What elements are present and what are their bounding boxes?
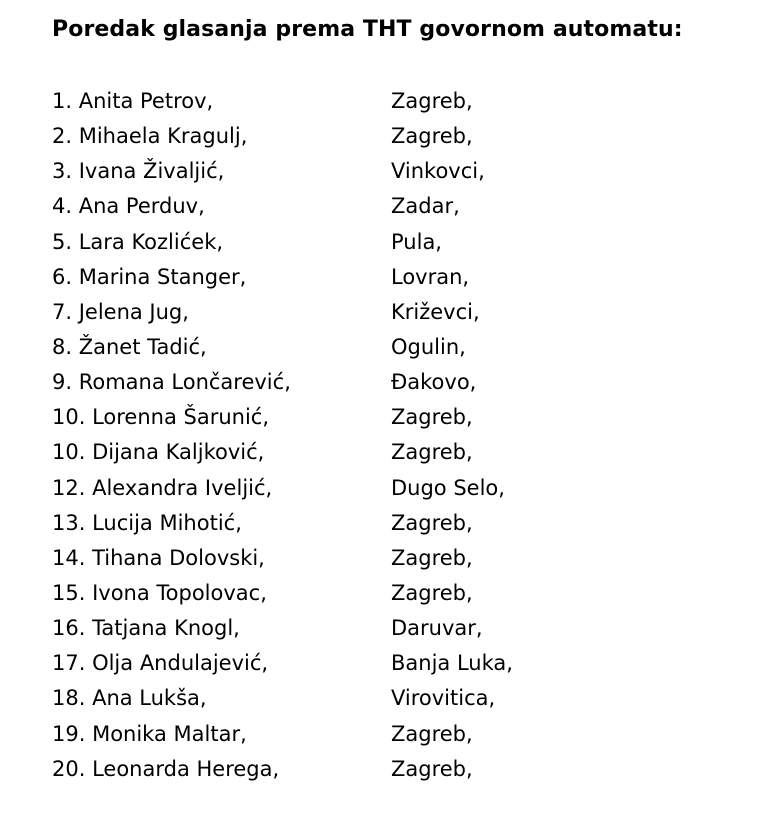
contestant-name: 9. Romana Lončarević, bbox=[52, 370, 291, 395]
list-item bbox=[52, 367, 752, 402]
contestant-name: 19. Monika Maltar, bbox=[52, 721, 247, 746]
contestant-city: Đakovo, bbox=[391, 370, 477, 395]
contestant-name: 20. Leonarda Herega, bbox=[52, 756, 280, 781]
list-item bbox=[52, 332, 752, 367]
list-item bbox=[52, 402, 752, 437]
contestant-city: Banja Luka, bbox=[391, 651, 513, 676]
contestant-city: Zagreb, bbox=[391, 721, 473, 746]
contestant-name: 8. Žanet Tadić, bbox=[52, 334, 207, 359]
list-item bbox=[52, 648, 752, 683]
list-item bbox=[52, 297, 752, 332]
contestant-city: Virovitica, bbox=[391, 686, 496, 711]
contestant-name: 6. Marina Stanger, bbox=[52, 264, 247, 289]
contestant-name: 5. Lara Kozlićek, bbox=[52, 229, 224, 254]
contestant-name: 13. Lucija Mihotić, bbox=[52, 510, 242, 535]
page-title: Poredak glasanja prema THT govornom automatu: bbox=[52, 17, 683, 42]
contestant-city: Zagreb, bbox=[391, 440, 473, 465]
contestant-city: Pula, bbox=[391, 229, 442, 254]
list-item bbox=[52, 191, 752, 226]
list-item bbox=[52, 754, 752, 789]
list-item bbox=[52, 473, 752, 508]
list-item bbox=[52, 613, 752, 648]
contestant-name: 7. Jelena Jug, bbox=[52, 299, 189, 324]
contestant-city: Zagreb, bbox=[391, 756, 473, 781]
contestant-city: Zadar, bbox=[391, 194, 460, 219]
list-item bbox=[52, 719, 752, 754]
contestant-name: 14. Tihana Dolovski, bbox=[52, 545, 265, 570]
contestant-city: Zagreb, bbox=[391, 580, 473, 605]
contestant-city: Zagreb, bbox=[391, 510, 473, 535]
contestant-name: 15. Ivona Topolovac, bbox=[52, 580, 267, 605]
ranking-list bbox=[52, 86, 752, 789]
contestant-city: Zagreb, bbox=[391, 545, 473, 570]
contestant-city: Zagreb, bbox=[391, 124, 473, 149]
contestant-city: Križevci, bbox=[391, 299, 480, 324]
contestant-name: 16. Tatjana Knogl, bbox=[52, 616, 240, 641]
contestant-city: Dugo Selo, bbox=[391, 475, 505, 500]
contestant-name: 12. Alexandra Iveljić, bbox=[52, 475, 273, 500]
contestant-name: 1. Anita Petrov, bbox=[52, 89, 214, 113]
list-item bbox=[52, 578, 752, 613]
contestant-city: Daruvar, bbox=[391, 616, 483, 641]
contestant-city: Zagreb, bbox=[391, 89, 473, 113]
list-item bbox=[52, 508, 752, 543]
contestant-city: Vinkovci, bbox=[391, 159, 485, 184]
contestant-city: Zagreb, bbox=[391, 405, 473, 430]
contestant-name: 17. Olja Andulajević, bbox=[52, 651, 269, 676]
contestant-name: 2. Mihaela Kragulj, bbox=[52, 124, 248, 149]
contestant-name: 3. Ivana Živaljić, bbox=[52, 159, 225, 184]
list-item bbox=[52, 683, 752, 718]
contestant-name: 10. Lorenna Šarunić, bbox=[52, 405, 270, 430]
list-item bbox=[52, 227, 752, 262]
contestant-city: Lovran, bbox=[391, 264, 470, 289]
list-item bbox=[52, 543, 752, 578]
contestant-name: 18. Ana Lukša, bbox=[52, 686, 207, 711]
list-item bbox=[52, 156, 752, 191]
list-item bbox=[52, 121, 752, 156]
list-item bbox=[52, 86, 752, 121]
contestant-city: Ogulin, bbox=[391, 334, 466, 359]
list-item bbox=[52, 437, 752, 472]
contestant-name: 4. Ana Perduv, bbox=[52, 194, 205, 219]
contestant-name: 10. Dijana Kaljković, bbox=[52, 440, 265, 465]
list-item bbox=[52, 262, 752, 297]
